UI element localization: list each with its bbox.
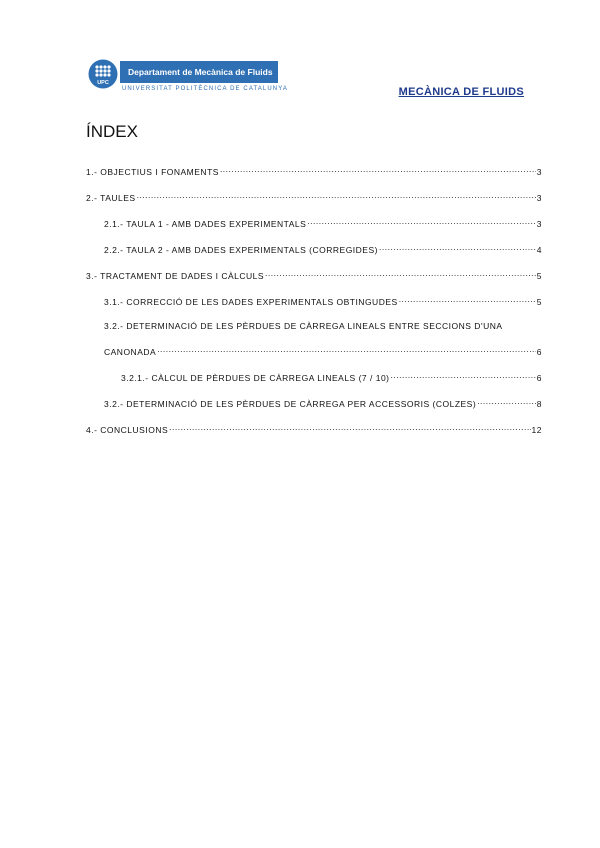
toc-entry-label: 3.1.- CORRECCIÓ DE LES DADES EXPERIMENTALS OBTINGUDES	[104, 297, 398, 307]
toc-entry-page: 4	[536, 245, 542, 255]
department-name: Departament de Mecànica de Fluids	[120, 61, 278, 83]
toc-entry-label: CANONADA	[104, 347, 157, 357]
toc-entry-label-line1[interactable]: 3.2.- DETERMINACIÓ DE LES PÈRDUES DE CÀRREGA LINEALS ENTRE SECCIONS D'UNA	[104, 321, 503, 331]
toc-entry[interactable]	[86, 191, 542, 203]
toc-entry-page: 5	[536, 297, 542, 307]
dot-leader	[379, 243, 536, 253]
toc-entry[interactable]	[86, 269, 542, 281]
toc-entry[interactable]	[86, 423, 542, 435]
toc-entry-page: 3	[536, 219, 542, 229]
course-title: MECÀNICA DE FLUIDS	[398, 86, 524, 98]
toc-entry[interactable]	[104, 397, 542, 409]
upc-emblem-icon	[88, 59, 118, 89]
toc-entry-label: 3.2.- DETERMINACIÓ DE LES PÈRDUES DE CÀRREGA PER ACCESSORIS (COLZES)	[104, 399, 477, 409]
toc-entry[interactable]	[86, 165, 542, 177]
dot-leader	[137, 191, 536, 201]
dot-leader	[391, 371, 536, 381]
toc-entry-label: 4.- CONCLUSIONS	[86, 425, 169, 435]
toc-entry-page: 6	[536, 373, 542, 383]
toc-entry-page: 3	[536, 167, 542, 177]
toc-entry-page: 3	[536, 193, 542, 203]
toc-entry-page: 5	[536, 271, 542, 281]
index-heading: ÍNDEX	[86, 122, 138, 141]
toc-entry-label: 2.1.- TAULA 1 - AMB DADES EXPERIMENTALS	[104, 219, 307, 229]
dot-leader	[220, 165, 536, 175]
dot-leader	[157, 345, 536, 355]
toc-entry-label: 3.2.1.- CÀLCUL DE PÈRDUES DE CÀRREGA LINEALS (7 / 10)	[121, 373, 390, 383]
university-name: UNIVERSITAT POLITÈCNICA DE CATALUNYA	[122, 86, 288, 92]
dot-leader	[169, 423, 530, 433]
toc-entry-label: 3.- TRACTAMENT DE DADES I CÀLCULS	[86, 271, 265, 281]
toc-entry[interactable]	[121, 371, 542, 383]
toc-entry-page: 6	[536, 347, 542, 357]
svg-text:UPC: UPC	[97, 80, 109, 86]
toc-entry-page: 12	[531, 425, 542, 435]
toc-entry[interactable]	[104, 345, 542, 357]
toc-entry-page: 8	[536, 399, 542, 409]
dot-leader	[265, 269, 536, 279]
toc-entry-label: 2.2.- TAULA 2 - AMB DADES EXPERIMENTALS (CORREGIDES)	[104, 245, 378, 255]
toc-entry-label: 1.- OBJECTIUS I FONAMENTS	[86, 167, 219, 177]
toc-entry[interactable]	[104, 243, 542, 255]
dot-leader	[477, 397, 536, 407]
toc-entry[interactable]	[104, 295, 542, 307]
upc-logo	[88, 57, 288, 97]
dot-leader	[307, 217, 535, 227]
toc-entry-label: 2.- TAULES	[86, 193, 136, 203]
dot-leader	[399, 295, 536, 305]
toc-entry[interactable]	[104, 217, 542, 229]
